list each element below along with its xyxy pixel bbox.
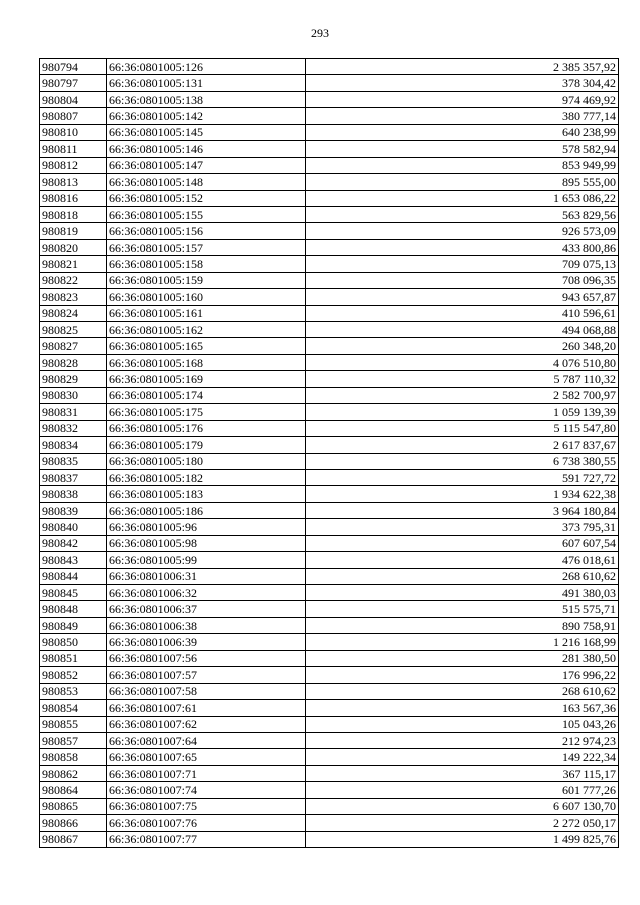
table-row [40, 59, 619, 75]
row-id-cell: 980848 [40, 601, 107, 617]
table-row [40, 289, 619, 305]
cadastral-value-cell: 515 575,71 [306, 601, 619, 617]
cadastral-value-cell: 373 795,31 [306, 519, 619, 535]
cadastral-value-cell: 149 222,34 [306, 749, 619, 765]
cadastral-value-cell: 491 380,03 [306, 585, 619, 601]
cadastral-value-cell: 3 964 180,84 [306, 502, 619, 518]
cadastral-number-cell: 66:36:0801005:180 [107, 453, 306, 469]
cadastral-number-cell: 66:36:0801007:75 [107, 798, 306, 814]
cadastral-value-cell: 1 653 086,22 [306, 190, 619, 206]
cadastral-value-cell: 926 573,09 [306, 223, 619, 239]
cadastral-value-cell: 1 934 622,38 [306, 486, 619, 502]
cadastral-value-cell: 974 469,92 [306, 91, 619, 107]
cadastral-number-cell: 66:36:0801005:182 [107, 469, 306, 485]
row-id-cell: 980812 [40, 157, 107, 173]
cadastral-number-cell: 66:36:0801005:99 [107, 552, 306, 568]
row-id-cell: 980794 [40, 59, 107, 75]
cadastral-value-cell: 1 216 168,99 [306, 634, 619, 650]
row-id-cell: 980818 [40, 206, 107, 222]
cadastral-value-cell: 433 800,86 [306, 239, 619, 255]
row-id-cell: 980804 [40, 91, 107, 107]
cadastral-number-cell: 66:36:0801005:160 [107, 289, 306, 305]
cadastral-value-cell: 708 096,35 [306, 272, 619, 288]
table-row [40, 124, 619, 140]
row-id-cell: 980828 [40, 354, 107, 370]
table-row [40, 157, 619, 173]
cadastral-number-cell: 66:36:0801006:31 [107, 568, 306, 584]
table-row [40, 305, 619, 321]
cadastral-number-cell: 66:36:0801007:56 [107, 650, 306, 666]
row-id-cell: 980854 [40, 700, 107, 716]
row-id-cell: 980824 [40, 305, 107, 321]
row-id-cell: 980866 [40, 815, 107, 831]
table-row [40, 634, 619, 650]
cadastral-value-cell: 2 385 357,92 [306, 59, 619, 75]
cadastral-value-cell: 281 380,50 [306, 650, 619, 666]
cadastral-number-cell: 66:36:0801005:147 [107, 157, 306, 173]
cadastral-value-cell: 378 304,42 [306, 75, 619, 91]
row-id-cell: 980822 [40, 272, 107, 288]
cadastral-number-cell: 66:36:0801005:126 [107, 59, 306, 75]
table-row [40, 354, 619, 370]
cadastral-value-cell: 1 059 139,39 [306, 404, 619, 420]
cadastral-number-cell: 66:36:0801005:138 [107, 91, 306, 107]
row-id-cell: 980832 [40, 420, 107, 436]
cadastral-value-cell: 260 348,20 [306, 338, 619, 354]
row-id-cell: 980816 [40, 190, 107, 206]
row-id-cell: 980853 [40, 683, 107, 699]
table-row [40, 190, 619, 206]
cadastral-number-cell: 66:36:0801005:186 [107, 502, 306, 518]
row-id-cell: 980850 [40, 634, 107, 650]
table-row [40, 174, 619, 190]
cadastral-value-cell: 268 610,62 [306, 683, 619, 699]
cadastral-number-cell: 66:36:0801007:58 [107, 683, 306, 699]
table-row [40, 700, 619, 716]
cadastral-number-cell: 66:36:0801006:39 [107, 634, 306, 650]
row-id-cell: 980820 [40, 239, 107, 255]
cadastral-number-cell: 66:36:0801005:142 [107, 108, 306, 124]
cadastral-value-cell: 2 582 700,97 [306, 387, 619, 403]
table-body [40, 59, 619, 848]
cadastral-value-cell: 268 610,62 [306, 568, 619, 584]
row-id-cell: 980830 [40, 387, 107, 403]
cadastral-value-cell: 709 075,13 [306, 256, 619, 272]
row-id-cell: 980852 [40, 667, 107, 683]
table-row [40, 667, 619, 683]
table-row [40, 831, 619, 847]
row-id-cell: 980867 [40, 831, 107, 847]
table-row [40, 650, 619, 666]
table-row [40, 437, 619, 453]
row-id-cell: 980811 [40, 141, 107, 157]
table-row [40, 371, 619, 387]
cadastral-number-cell: 66:36:0801005:156 [107, 223, 306, 239]
table-row [40, 486, 619, 502]
cadastral-value-cell: 591 727,72 [306, 469, 619, 485]
cadastral-value-cell: 2 272 050,17 [306, 815, 619, 831]
row-id-cell: 980829 [40, 371, 107, 387]
row-id-cell: 980834 [40, 437, 107, 453]
row-id-cell: 980843 [40, 552, 107, 568]
page-number: 293 [311, 26, 329, 40]
row-id-cell: 980825 [40, 322, 107, 338]
cadastral-number-cell: 66:36:0801007:65 [107, 749, 306, 765]
cadastral-number-cell: 66:36:0801005:175 [107, 404, 306, 420]
cadastral-number-cell: 66:36:0801005:183 [107, 486, 306, 502]
cadastral-value-cell: 476 018,61 [306, 552, 619, 568]
row-id-cell: 980819 [40, 223, 107, 239]
table-row [40, 387, 619, 403]
row-id-cell: 980840 [40, 519, 107, 535]
row-id-cell: 980827 [40, 338, 107, 354]
cadastral-value-cell: 853 949,99 [306, 157, 619, 173]
cadastral-value-cell: 410 596,61 [306, 305, 619, 321]
cadastral-value-cell: 890 758,91 [306, 617, 619, 633]
cadastral-number-cell: 66:36:0801005:148 [107, 174, 306, 190]
cadastral-value-cell: 367 115,17 [306, 765, 619, 781]
table-row [40, 256, 619, 272]
cadastral-number-cell: 66:36:0801005:96 [107, 519, 306, 535]
cadastral-value-cell: 4 076 510,80 [306, 354, 619, 370]
cadastral-number-cell: 66:36:0801007:64 [107, 732, 306, 748]
row-id-cell: 980855 [40, 716, 107, 732]
table-row [40, 617, 619, 633]
cadastral-value-cell: 105 043,26 [306, 716, 619, 732]
table-row [40, 272, 619, 288]
table-row [40, 732, 619, 748]
cadastral-value-cell: 640 238,99 [306, 124, 619, 140]
cadastral-number-cell: 66:36:0801005:159 [107, 272, 306, 288]
row-id-cell: 980845 [40, 585, 107, 601]
cadastral-value-cell: 607 607,54 [306, 535, 619, 551]
table-row [40, 585, 619, 601]
table-row [40, 141, 619, 157]
table-row [40, 75, 619, 91]
cadastral-value-cell: 1 499 825,76 [306, 831, 619, 847]
row-id-cell: 980865 [40, 798, 107, 814]
cadastral-number-cell: 66:36:0801007:77 [107, 831, 306, 847]
row-id-cell: 980838 [40, 486, 107, 502]
cadastral-value-cell: 2 617 837,67 [306, 437, 619, 453]
cadastral-value-cell: 943 657,87 [306, 289, 619, 305]
cadastral-value-cell: 6 607 130,70 [306, 798, 619, 814]
row-id-cell: 980862 [40, 765, 107, 781]
table-row [40, 239, 619, 255]
cadastral-number-cell: 66:36:0801006:32 [107, 585, 306, 601]
cadastral-number-cell: 66:36:0801005:155 [107, 206, 306, 222]
cadastral-number-cell: 66:36:0801005:98 [107, 535, 306, 551]
table-row [40, 469, 619, 485]
cadastral-number-cell: 66:36:0801006:38 [107, 617, 306, 633]
table-row [40, 420, 619, 436]
cadastral-number-cell: 66:36:0801005:165 [107, 338, 306, 354]
table-row [40, 453, 619, 469]
table-row [40, 683, 619, 699]
row-id-cell: 980844 [40, 568, 107, 584]
table-row [40, 815, 619, 831]
table-row [40, 206, 619, 222]
table-row [40, 782, 619, 798]
cadastral-number-cell: 66:36:0801005:157 [107, 239, 306, 255]
row-id-cell: 980857 [40, 732, 107, 748]
row-id-cell: 980835 [40, 453, 107, 469]
table-row [40, 322, 619, 338]
row-id-cell: 980864 [40, 782, 107, 798]
cadastral-number-cell: 66:36:0801005:174 [107, 387, 306, 403]
cadastral-value-cell: 601 777,26 [306, 782, 619, 798]
row-id-cell: 980851 [40, 650, 107, 666]
table-row [40, 765, 619, 781]
table-row [40, 798, 619, 814]
cadastral-number-cell: 66:36:0801007:61 [107, 700, 306, 716]
table-row [40, 91, 619, 107]
cadastral-number-cell: 66:36:0801005:162 [107, 322, 306, 338]
table-row [40, 519, 619, 535]
cadastral-value-cell: 5 787 110,32 [306, 371, 619, 387]
table-row [40, 502, 619, 518]
cadastral-number-cell: 66:36:0801007:71 [107, 765, 306, 781]
cadastral-number-cell: 66:36:0801005:179 [107, 437, 306, 453]
cadastral-value-cell: 5 115 547,80 [306, 420, 619, 436]
cadastral-number-cell: 66:36:0801007:57 [107, 667, 306, 683]
row-id-cell: 980831 [40, 404, 107, 420]
row-id-cell: 980807 [40, 108, 107, 124]
cadastral-value-cell: 578 582,94 [306, 141, 619, 157]
table-row [40, 568, 619, 584]
cadastral-number-cell: 66:36:0801005:158 [107, 256, 306, 272]
cadastral-value-cell: 176 996,22 [306, 667, 619, 683]
table-row [40, 716, 619, 732]
cadastral-number-cell: 66:36:0801005:176 [107, 420, 306, 436]
cadastral-value-cell: 895 555,00 [306, 174, 619, 190]
cadastral-number-cell: 66:36:0801005:161 [107, 305, 306, 321]
row-id-cell: 980849 [40, 617, 107, 633]
row-id-cell: 980837 [40, 469, 107, 485]
cadastral-value-cell: 163 567,36 [306, 700, 619, 716]
cadastral-number-cell: 66:36:0801007:76 [107, 815, 306, 831]
table-row [40, 108, 619, 124]
cadastral-number-cell: 66:36:0801007:62 [107, 716, 306, 732]
row-id-cell: 980813 [40, 174, 107, 190]
cadastral-number-cell: 66:36:0801005:131 [107, 75, 306, 91]
cadastral-value-cell: 212 974,23 [306, 732, 619, 748]
cadastral-value-cell: 563 829,56 [306, 206, 619, 222]
row-id-cell: 980821 [40, 256, 107, 272]
cadastral-number-cell: 66:36:0801007:74 [107, 782, 306, 798]
cadastral-value-cell: 494 068,88 [306, 322, 619, 338]
table-row [40, 404, 619, 420]
table-row [40, 338, 619, 354]
row-id-cell: 980797 [40, 75, 107, 91]
row-id-cell: 980810 [40, 124, 107, 140]
cadastral-value-table [39, 58, 619, 848]
cadastral-number-cell: 66:36:0801005:145 [107, 124, 306, 140]
cadastral-number-cell: 66:36:0801005:146 [107, 141, 306, 157]
cadastral-number-cell: 66:36:0801005:169 [107, 371, 306, 387]
cadastral-number-cell: 66:36:0801005:152 [107, 190, 306, 206]
row-id-cell: 980842 [40, 535, 107, 551]
row-id-cell: 980839 [40, 502, 107, 518]
cadastral-value-cell: 6 738 380,55 [306, 453, 619, 469]
row-id-cell: 980858 [40, 749, 107, 765]
cadastral-number-cell: 66:36:0801005:168 [107, 354, 306, 370]
table-row [40, 749, 619, 765]
cadastral-value-cell: 380 777,14 [306, 108, 619, 124]
row-id-cell: 980823 [40, 289, 107, 305]
table-row [40, 535, 619, 551]
cadastral-number-cell: 66:36:0801006:37 [107, 601, 306, 617]
table-row [40, 223, 619, 239]
table-row [40, 601, 619, 617]
table-row [40, 552, 619, 568]
